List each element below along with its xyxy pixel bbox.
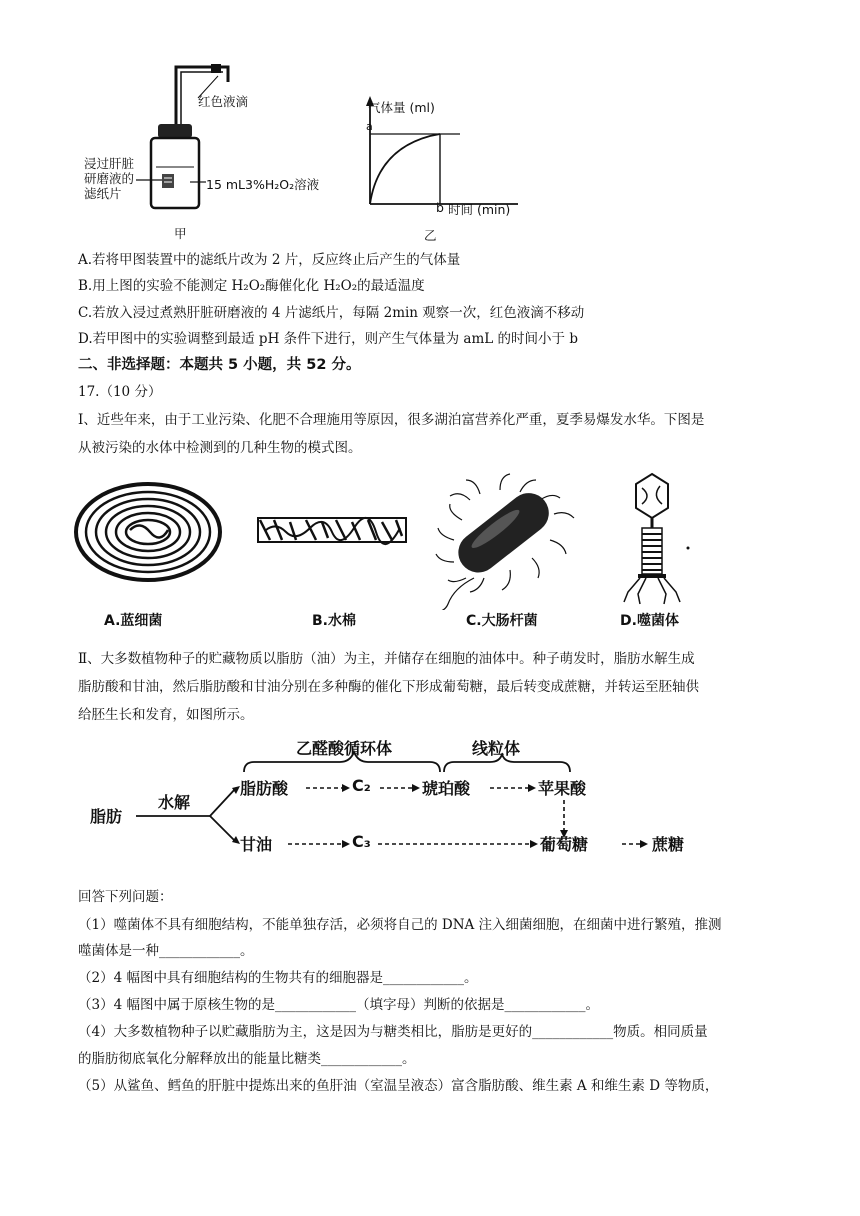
pathway-glycerol: 甘油 [240,835,273,854]
part1-line-1: I、近些年来，由于工业污染、化肥不合理施用等原因，很多湖泊富营养化严重，夏季易爆发水华。下图是 [78,412,705,428]
caption-jia: 甲 [174,226,187,241]
yi-b-mark: b [436,200,444,215]
figure-jia-yi [78,62,538,248]
answer-intro: 回答下列问题： [78,889,173,905]
organism-label-c: C.大肠杆菌 [466,613,538,629]
pathway-c3: C₃ [352,832,371,851]
ecoli-drawing [428,474,574,610]
question-1-line-2: 噬菌体是一种____________。 [78,943,254,959]
pathway-fatty-acid: 脂肪酸 [240,779,289,798]
pathway-hydrolysis: 水解 [158,793,191,812]
part2-line-2: 脂肪酸和甘油，然后脂肪酸和甘油分别在多种酶的催化下形成葡萄糖，最后转变成蔗糖，并转运至胚轴供 [78,679,699,695]
label-paper-line-2: 研磨液的 [84,171,135,186]
pathway-glucose: 葡萄糖 [540,835,589,854]
part2-line-1: Ⅱ、大多数植物种子的贮藏物质以脂肪（油）为主，并储存在细胞的油体中。种子萌发时，脂肪水解生成 [78,651,695,667]
yi-x-axis-label: 时间 (min) [448,202,511,217]
yi-a-mark: a [366,120,373,133]
option-b: B.用上图的实验不能测定 H₂O₂酶催化化 H₂O₂的最适温度 [78,278,425,294]
label-red-drop: 红色液滴 [198,94,249,109]
pathway-fat: 脂肪 [90,807,123,826]
organism-label-a: A.蓝细菌 [104,613,163,629]
label-paper-line-1: 浸过肝脏 [84,156,135,171]
pathway-sucrose: 蔗糖 [652,835,685,854]
option-c: C.若放入浸过煮熟肝脏研磨液的 4 片滤纸片，每隔 2min 观察一次，红色液滴不移动 [78,305,585,321]
yi-y-axis-label: 气体量 (ml) [368,100,435,115]
part1-line-2: 从被污染的水体中检测到的几种生物的模式图。 [78,440,362,456]
organism-label-b: B.水棉 [312,613,356,629]
section-heading: 二、非选择题：本题共 5 小题，共 52 分。 [78,357,361,373]
option-a: A.若将甲图装置中的滤纸片改为 2 片，反应终止后产生的气体量 [78,252,461,268]
apparatus-diagram [78,62,538,248]
pathway-c2: C₂ [352,776,371,795]
label-solution: 15 mL3%H₂O₂溶液 [206,177,320,192]
question-3: （3）4 幅图中属于原核生物的是____________（填字母）判断的依据是____________。 [78,997,599,1013]
organism-label-d: D.噬菌体 [620,613,679,629]
bacteriophage-drawing [624,474,690,604]
pathway-mito: 线粒体 [472,739,521,758]
organism-drawings [70,470,710,610]
label-paper-line-3: 滤纸片 [84,186,122,201]
part2-line-3: 给胚生长和发育，如图所示。 [78,707,254,723]
pathway-diagram [90,730,690,870]
pathway-malate: 苹果酸 [538,779,587,798]
caption-yi: 乙 [424,228,437,243]
spirogyra-drawing [258,518,406,544]
label-paper [84,156,142,201]
pathway-succinate: 琥珀酸 [422,779,471,798]
option-d: D.若甲图中的实验调整到最适 pH 条件下进行，则产生气体量为 amL 的时间小于 b [78,331,578,347]
question-4-line-2: 的脂肪彻底氧化分解释放出的能量比糖类____________。 [78,1051,416,1067]
question-4-line-1: （4）大多数植物种子以贮藏脂肪为主，这是因为与糖类相比，脂肪是更好的____________物质。相同质量 [78,1024,708,1040]
pathway-cycle: 乙醛酸循环体 [296,739,393,758]
question-number: 17.（10 分） [78,384,162,400]
question-1-line-1: （1）噬菌体不具有细胞结构，不能单独存活，必须将自己的 DNA 注入细菌细胞，在细菌中进行繁殖，推测 [78,917,722,933]
organism-figure [70,470,710,635]
cyanobacterium-drawing [76,484,220,580]
question-5: （5）从鲨鱼、鳕鱼的肝脏中提炼出来的鱼肝油（室温呈液态）富含脂肪酸、维生素 A 和维生素 D 等物质， [78,1078,719,1094]
question-2: （2）4 幅图中具有细胞结构的生物共有的细胞器是____________。 [78,970,478,986]
